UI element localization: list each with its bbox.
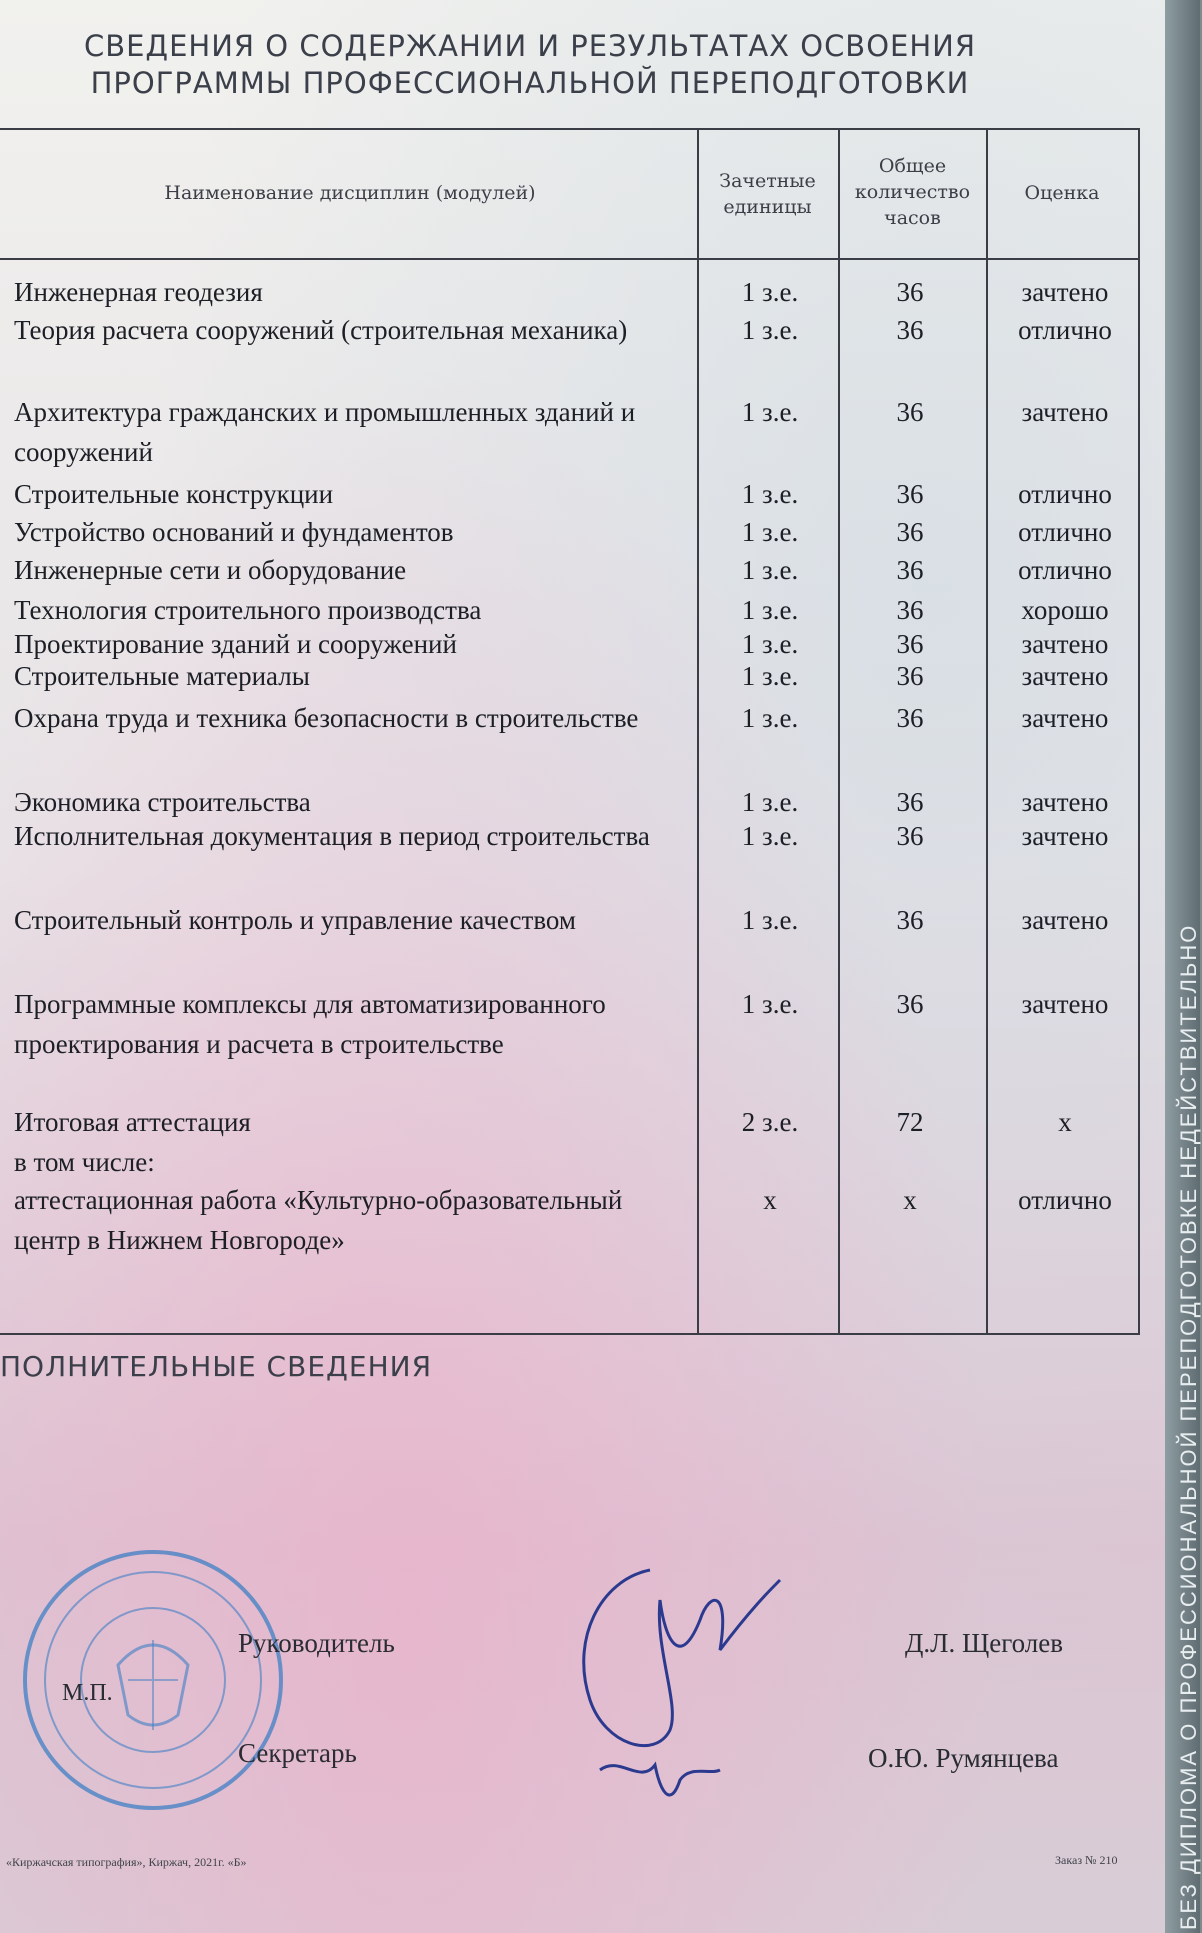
total-hours: 36 (896, 479, 924, 509)
discipline-name: Устройство оснований и фундаментов (14, 517, 454, 547)
total-hours: 36 (896, 989, 924, 1019)
discipline-name: Технология строительного производства (14, 595, 482, 625)
credit-units: 1 з.е. (741, 787, 799, 817)
head-name: Д.Л. Щеголев (905, 1628, 1063, 1658)
signature-icon (560, 1530, 790, 1820)
total-hours: 36 (896, 905, 924, 935)
total-hours: x (903, 1185, 917, 1215)
grade-value: отлично (1018, 479, 1112, 509)
secretary-label: Секретарь (238, 1738, 357, 1768)
discipline-name: Строительные материалы (14, 661, 310, 691)
total-hours: 36 (896, 703, 924, 733)
discipline-name: Теория расчета сооружений (строительная механика) (14, 315, 628, 345)
total-hours: 36 (896, 517, 924, 547)
official-seal-icon (18, 1545, 288, 1815)
total-hours: 36 (896, 397, 924, 427)
discipline-name: Исполнительная документация в период строительства (14, 821, 650, 851)
credit-units: x (763, 1185, 777, 1215)
credit-units: 1 з.е. (741, 555, 799, 585)
grade-value: зачтено (1021, 989, 1109, 1019)
discipline-name: Охрана труда и техника безопасности в строительстве (14, 703, 639, 733)
grade-value: зачтено (1021, 661, 1109, 691)
credit-units: 1 з.е. (741, 315, 799, 345)
title-line-2: ПРОГРАММЫ ПРОФЕССИОНАЛЬНОЙ ПЕРЕПОДГОТОВКИ (90, 66, 970, 100)
discipline-name: Итоговая аттестация (14, 1107, 251, 1137)
discipline-name: Инженерная геодезия (14, 277, 263, 307)
discipline-name: Архитектура гражданских и промышленных зданий и сооружений (14, 397, 636, 467)
column-divider (986, 128, 988, 1333)
seal-label: М.П. (62, 1680, 113, 1706)
credit-units: 2 з.е. (741, 1107, 799, 1137)
total-hours: 36 (896, 315, 924, 345)
head-label: Руководитель (238, 1628, 395, 1658)
grade-value: зачтено (1021, 787, 1109, 817)
total-hours: 36 (896, 629, 924, 659)
credit-units: 1 з.е. (741, 629, 799, 659)
total-hours: 72 (896, 1107, 924, 1137)
credit-units: 1 з.е. (741, 989, 799, 1019)
grade-value: зачтено (1021, 629, 1109, 659)
discipline-name: Строительный контроль и управление качеством (14, 905, 576, 935)
discipline-name: Строительные конструкции (14, 479, 334, 509)
side-watermark (1168, 0, 1201, 1933)
header-name: Наименование дисциплин (модулей) (164, 182, 536, 204)
title-line-1: СВЕДЕНИЯ О СОДЕРЖАНИИ И РЕЗУЛЬТАТАХ ОСВОЕНИЯ (83, 29, 977, 63)
credit-units: 1 з.е. (741, 595, 799, 625)
credit-units: 1 з.е. (741, 703, 799, 733)
grade-value: зачтено (1021, 397, 1109, 427)
grade-value: отлично (1018, 517, 1112, 547)
discipline-name: аттестационная работа «Культурно-образовательный центр в Нижнем Новгороде» (14, 1185, 623, 1255)
total-hours: 36 (896, 821, 924, 851)
footer-printer: «Киржачская типография», Киржач, 2021г. «Б» (6, 1855, 247, 1869)
extra-heading: ПОЛНИТЕЛЬНЫЕ СВЕДЕНИЯ (0, 1350, 433, 1383)
grade-value: отлично (1018, 315, 1112, 345)
credit-units: 1 з.е. (741, 821, 799, 851)
header-units: Зачетные единицы (719, 170, 816, 218)
total-hours: 36 (896, 555, 924, 585)
total-hours: 36 (896, 661, 924, 691)
grade-value: зачтено (1021, 821, 1109, 851)
credit-units: 1 з.е. (741, 661, 799, 691)
header-hours: Общее количество часов (854, 155, 971, 229)
table-top-border (0, 128, 1140, 130)
credit-units: 1 з.е. (741, 277, 799, 307)
table-header-border (0, 258, 1140, 260)
credit-units: 1 з.е. (741, 479, 799, 509)
grade-value: отлично (1018, 1185, 1112, 1215)
total-hours: 36 (896, 277, 924, 307)
header-grade: Оценка (1024, 182, 1100, 204)
grade-value: зачтено (1021, 905, 1109, 935)
secretary-name: О.Ю. Румянцева (868, 1743, 1059, 1773)
discipline-name: Экономика строительства (14, 787, 311, 817)
grade-value: хорошо (1021, 595, 1109, 625)
grade-value: зачтено (1021, 703, 1109, 733)
grade-value: отлично (1018, 555, 1112, 585)
credit-units: 1 з.е. (741, 397, 799, 427)
column-divider (697, 128, 699, 1333)
grade-value: зачтено (1021, 277, 1109, 307)
credit-units: 1 з.е. (741, 905, 799, 935)
discipline-name: Проектирование зданий и сооружений (14, 629, 457, 659)
credit-units: 1 з.е. (741, 517, 799, 547)
discipline-name: Инженерные сети и оборудование (14, 555, 407, 585)
discipline-name: в том числе: (14, 1147, 155, 1177)
footer-order: Заказ № 210 (1055, 1853, 1118, 1867)
document-title (40, 28, 1020, 102)
total-hours: 36 (896, 595, 924, 625)
discipline-name: Программные комплексы для автоматизированного проектирования и расчета в строительстве (14, 989, 606, 1059)
total-hours: 36 (896, 787, 924, 817)
table-bottom-border (0, 1333, 1140, 1335)
side-watermark-text: БЕЗ ДИПЛОМА О ПРОФЕССИОНАЛЬНОЙ ПЕРЕПОДГОТОВКЕ НЕДЕЙСТВИТЕЛЬНО (1176, 923, 1201, 1930)
grade-value: x (1058, 1107, 1072, 1137)
